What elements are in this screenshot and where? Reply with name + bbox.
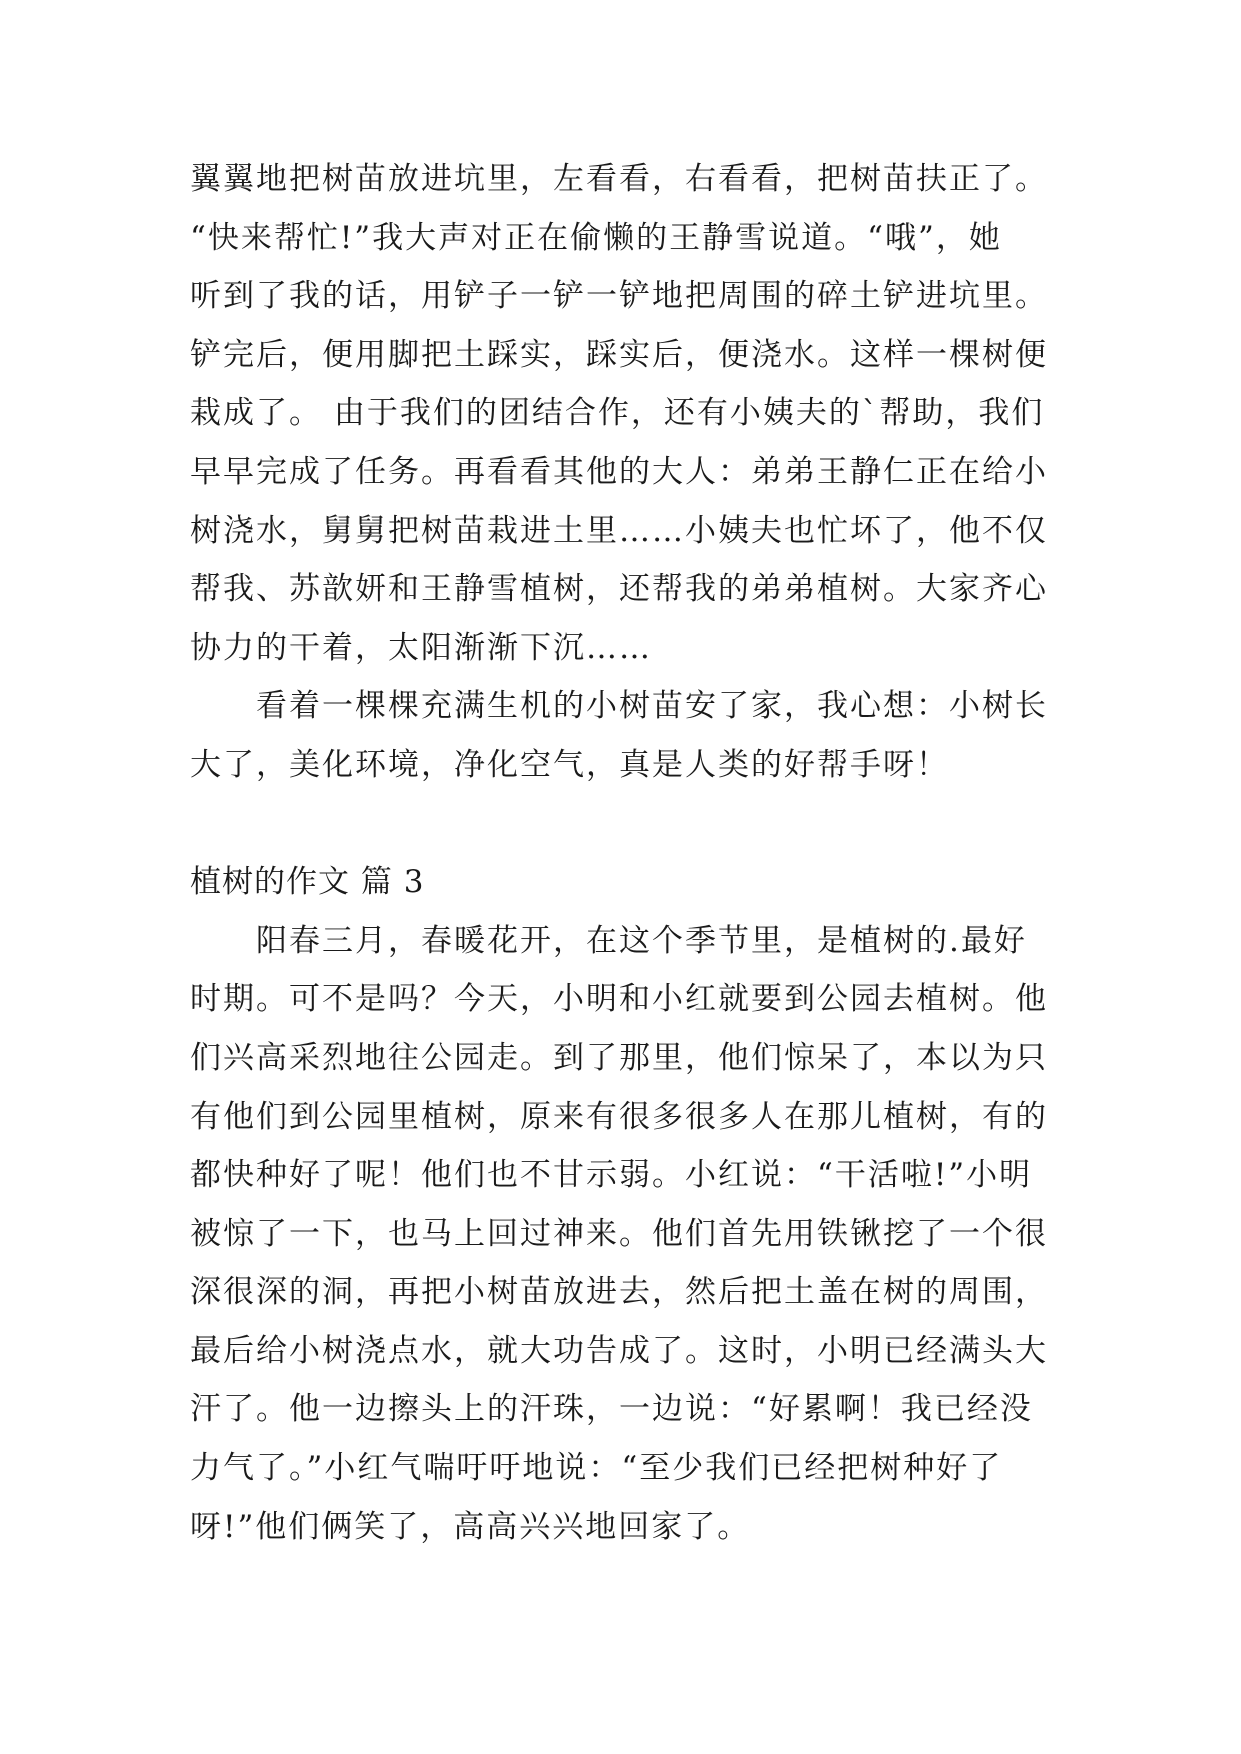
text-line: 大了，美化环境，净化空气，真是人类的好帮手呀！ bbox=[190, 746, 949, 783]
text-line: 都快种好了呢！他们也不甘示弱。小红说：“干活啦!”小明 bbox=[190, 1157, 1033, 1194]
text-line: 有他们到公园里植树，原来有很多很多人在那儿植树，有的 bbox=[190, 1098, 1048, 1135]
paragraph-closing bbox=[190, 677, 1070, 794]
text-line: 早早完成了任务。再看看其他的大人：弟弟王静仁正在给小 bbox=[190, 453, 1048, 490]
text-line: 们兴高采烈地往公园走。到了那里，他们惊呆了，本以为只 bbox=[190, 1039, 1048, 1076]
text-line: 栽成了。 由于我们的团结合作，还有小姨夫的`帮助，我们 bbox=[190, 395, 1045, 432]
text-line: “快来帮忙!”我大声对正在偷懒的王静雪说道。“哦”，她 bbox=[190, 219, 1002, 256]
document-page bbox=[190, 150, 1070, 1556]
section-heading: 植树的作文 篇 3 bbox=[190, 864, 425, 901]
spacer bbox=[190, 795, 1070, 854]
text-line: 听到了我的话，用铲子一铲一铲地把周围的碎土铲进坑里。 bbox=[190, 278, 1048, 315]
text-line: 被惊了一下，也马上回过神来。他们首先用铁锹挖了一个很 bbox=[190, 1215, 1048, 1252]
text-line: 帮我、苏歆妍和王静雪植树，还帮我的弟弟植树。大家齐心 bbox=[190, 571, 1048, 608]
text-line: 最后给小树浇点水，就大功告成了。这时，小明已经满头大 bbox=[190, 1332, 1048, 1369]
paragraph-essay-3 bbox=[190, 912, 1070, 1557]
text-line: 汗了。他一边擦头上的汗珠，一边说：“好累啊！我已经没 bbox=[190, 1391, 1033, 1428]
text-line: 时期。可不是吗？今天，小明和小红就要到公园去植树。他 bbox=[190, 981, 1048, 1018]
text-line: 树浇水，舅舅把树苗栽进土里……小姨夫也忙坏了，他不仅 bbox=[190, 512, 1048, 549]
text-line: 翼翼地把树苗放进坑里，左看看，右看看，把树苗扶正了。 bbox=[190, 161, 1048, 197]
text-line: 协力的干着，太阳渐渐下沉…… bbox=[190, 629, 652, 666]
text-line: 呀!”他们俩笑了，高高兴兴地回家了。 bbox=[190, 1508, 751, 1545]
text-line: 深很深的洞，再把小树苗放进去，然后把土盖在树的周围， bbox=[190, 1274, 1048, 1311]
text-line: 铲完后，便用脚把土踩实，踩实后，便浇水。这样一棵树便 bbox=[190, 336, 1048, 373]
text-line: 力气了。”小红气喘吁吁地说：“至少我们已经把树种好了 bbox=[190, 1450, 1003, 1487]
text-line: 阳春三月，春暖花开，在这个季节里，是植树的.最好 bbox=[256, 922, 1027, 959]
paragraph-continued bbox=[190, 150, 1070, 677]
text-line: 看着一棵棵充满生机的小树苗安了家，我心想：小树长 bbox=[256, 688, 1048, 725]
